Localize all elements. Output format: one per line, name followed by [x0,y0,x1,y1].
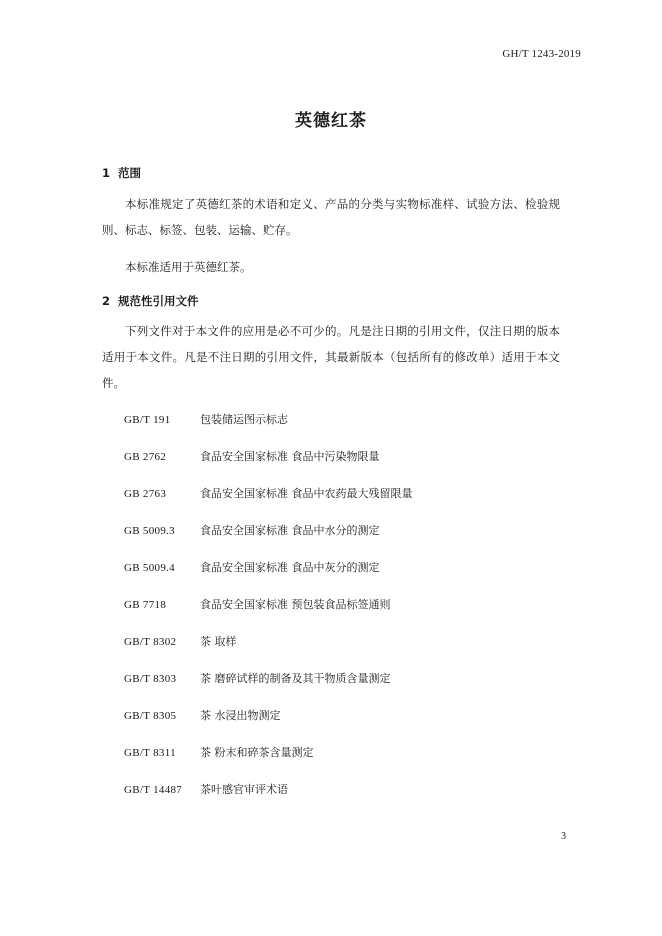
reference-code: GB 5009.4 [124,562,175,574]
reference-item [124,782,288,798]
section-1-paragraph-1: 本标准规定了英德红茶的术语和定义、产品的分类与实物标准样、试验方法、检验规则、标志、标签、包装、运输、贮存。 [102,197,560,237]
reference-item [124,560,380,576]
reference-code: GB/T 8311 [124,747,176,759]
reference-code: GB/T 191 [124,414,171,426]
section-1-heading [102,165,141,181]
section-1-paragraph-2: 本标准适用于英德红茶。 [125,260,252,274]
reference-item [124,671,391,687]
section-1-title: 范围 [118,166,142,180]
reference-item [124,597,391,613]
reference-code: GB 7718 [124,599,167,611]
reference-code: GB/T 8305 [124,710,177,722]
section-2-intro: 下列文件对于本文件的应用是必不可少的。凡是注日期的引用文件，仅注日期的版本适用于本文件。凡是不注日期的引用文件，其最新版本（包括所有的修改单）适用于本文件。 [102,324,560,390]
reference-item [124,523,380,539]
reference-item [124,634,237,650]
reference-code: GB 2763 [124,488,167,500]
reference-item [124,486,413,502]
reference-code: GB/T 8302 [124,636,177,648]
reference-title: 食品安全国家标准 食品中农药最大残留限量 [200,487,413,500]
section-2-title: 规范性引用文件 [118,294,199,308]
reference-item [124,745,314,761]
section-2-heading [102,293,199,309]
reference-title: 食品安全国家标准 食品中灰分的测定 [200,561,380,574]
reference-code: GB/T 8303 [124,673,177,685]
standard-code-header: GH/T 1243-2019 [502,48,581,60]
reference-title: 茶 水浸出物测定 [200,709,281,722]
reference-title: 茶 磨碎试样的制备及其干物质含量测定 [200,672,391,685]
reference-title: 食品安全国家标准 食品中污染物限量 [200,450,380,463]
reference-code: GB/T 14487 [124,784,183,796]
reference-item [124,412,288,428]
section-1-number: 1 [102,166,111,180]
reference-title: 食品安全国家标准 预包装食品标签通则 [200,598,391,611]
reference-title: 茶叶感官审评术语 [200,783,288,796]
reference-code: GB 5009.3 [124,525,175,537]
document-title: 英德红茶 [295,111,367,131]
reference-item [124,708,281,724]
reference-title: 茶 取样 [200,635,237,648]
section-2-number: 2 [102,294,111,308]
reference-code: GB 2762 [124,451,167,463]
reference-title: 食品安全国家标准 食品中水分的测定 [200,524,380,537]
reference-title: 包装储运图示标志 [200,413,288,426]
page-number: 3 [561,831,566,842]
reference-item [124,449,380,465]
reference-title: 茶 粉末和碎茶含量测定 [200,746,314,759]
